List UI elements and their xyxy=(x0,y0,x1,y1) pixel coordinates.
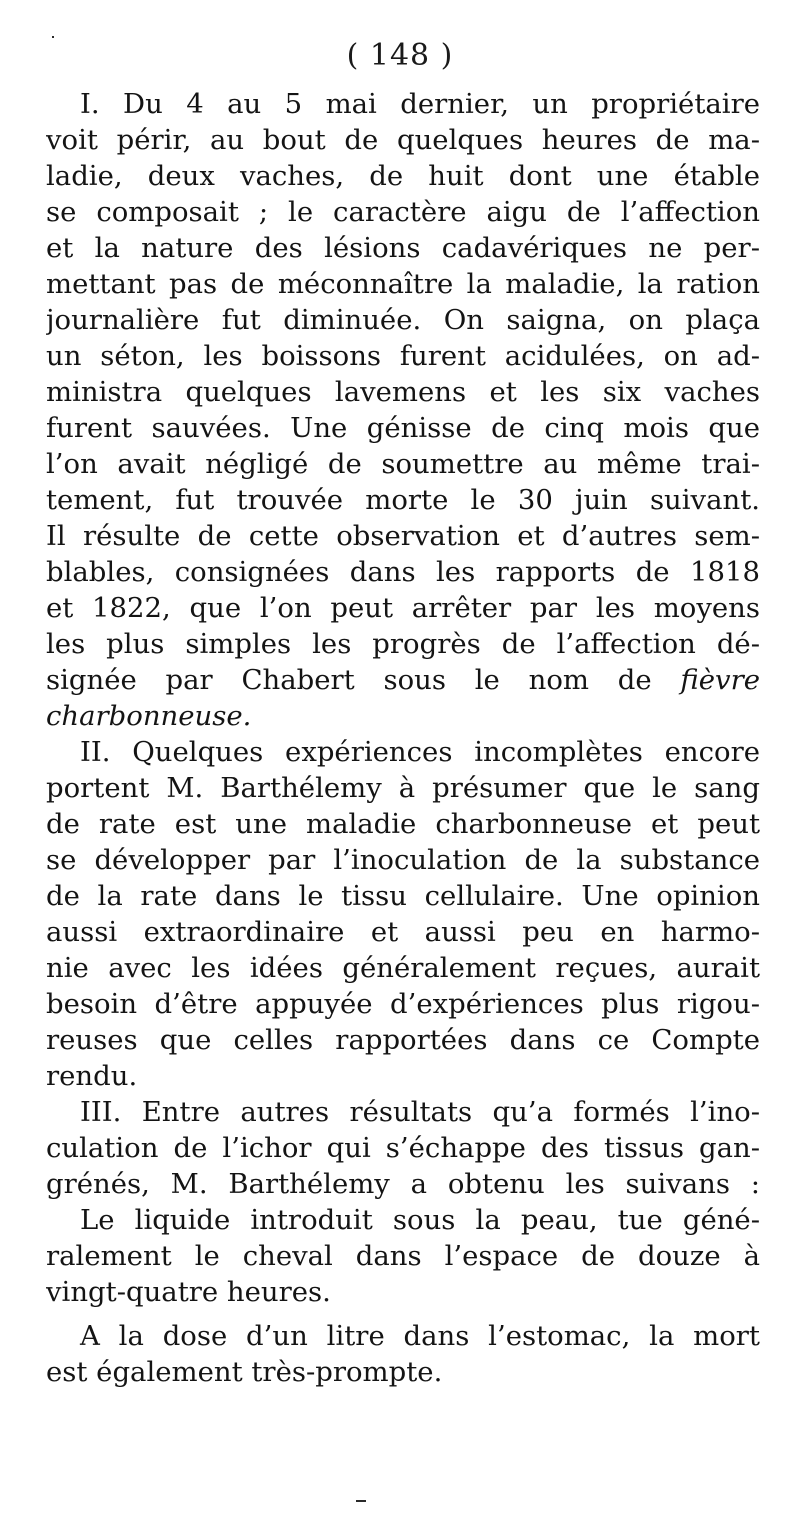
text-line: ralement le cheval dans l’espace de douze à xyxy=(46,1240,760,1272)
text-line: aussi extraordinaire et aussi peu en harmo- xyxy=(46,916,760,948)
text-line: reuses que celles rapportées dans ce Compte xyxy=(46,1024,760,1056)
text-line: et la nature des lésions cadavériques ne per- xyxy=(46,232,760,264)
text-line: mettant pas de méconnaître la maladie, la ration xyxy=(46,268,760,300)
text-line: grénés, M. Barthélemy a obtenu les suivans : xyxy=(46,1168,760,1200)
body-text xyxy=(46,86,760,1390)
text-line: et 1822, que l’on peut arrêter par les moyens xyxy=(46,592,760,624)
text-line: voit périr, au bout de quelques heures de ma- xyxy=(46,124,760,156)
text-line: de rate est une maladie charbonneuse et peut xyxy=(46,808,760,840)
text-line: ladie, deux vaches, de huit dont une étable xyxy=(46,160,760,192)
text-line: journalière fut diminuée. On saigna, on plaça xyxy=(46,304,760,336)
ink-speck xyxy=(356,1500,366,1502)
text-line: I. Du 4 au 5 mai dernier, un propriétaire xyxy=(80,88,760,120)
text-line: besoin d’être appuyée d’expériences plus rigou- xyxy=(46,988,760,1020)
text-line: II. Quelques expériences incomplètes encore xyxy=(80,736,760,768)
text-line: de la rate dans le tissu cellulaire. Une opinion xyxy=(46,880,760,912)
text-line: furent sauvées. Une génisse de cinq mois que xyxy=(46,412,760,444)
text-line: vingt-quatre heures. xyxy=(46,1276,331,1308)
text-line: portent M. Barthélemy à présumer que le sang xyxy=(46,772,760,804)
text-line: III. Entre autres résultats qu’a formés l’ino- xyxy=(80,1096,760,1128)
paragraph-gap xyxy=(46,1310,760,1318)
text-line: se développer par l’inoculation de la substance xyxy=(46,844,760,876)
page-number: ( 148 ) xyxy=(346,38,454,73)
text-line: ministra quelques lavemens et les six vaches xyxy=(46,376,760,408)
italic-word: fièvre xyxy=(680,664,760,696)
text-line: tement, fut trouvée morte le 30 juin suivant. xyxy=(46,484,760,516)
text-line-italic: charbonneuse. xyxy=(46,700,252,732)
text-line: les plus simples les progrès de l’affection dé- xyxy=(46,628,760,660)
paragraph-3 xyxy=(46,1094,760,1202)
paragraph-1 xyxy=(46,86,760,734)
text-line: l’on avait négligé de soumettre au même trai- xyxy=(46,448,760,480)
text-line: culation de l’ichor qui s’échappe des tissus gan- xyxy=(46,1132,760,1164)
text-line: se composait ; le caractère aigu de l’affection xyxy=(46,196,760,228)
paragraph-2 xyxy=(46,734,760,1094)
text-line: un séton, les boissons furent acidulées, on ad- xyxy=(46,340,760,372)
text-line: Il résulte de cette observation et d’autres sem- xyxy=(46,520,760,552)
text-line: nie avec les idées généralement reçues, aurait xyxy=(46,952,760,984)
ink-speck xyxy=(52,36,54,38)
text-line: A la dose d’un litre dans l’estomac, la mort xyxy=(80,1320,760,1352)
paragraph-5 xyxy=(46,1318,760,1390)
text-line-with-italic: signée par Chabert sous le nom de fièvre xyxy=(46,664,760,696)
text-line: blables, consignées dans les rapports de 1818 xyxy=(46,556,760,588)
text-line: est également très-prompte. xyxy=(46,1356,443,1388)
text-line: Le liquide introduit sous la peau, tue géné- xyxy=(80,1204,760,1236)
text-line: rendu. xyxy=(46,1060,138,1092)
paragraph-4 xyxy=(46,1202,760,1310)
